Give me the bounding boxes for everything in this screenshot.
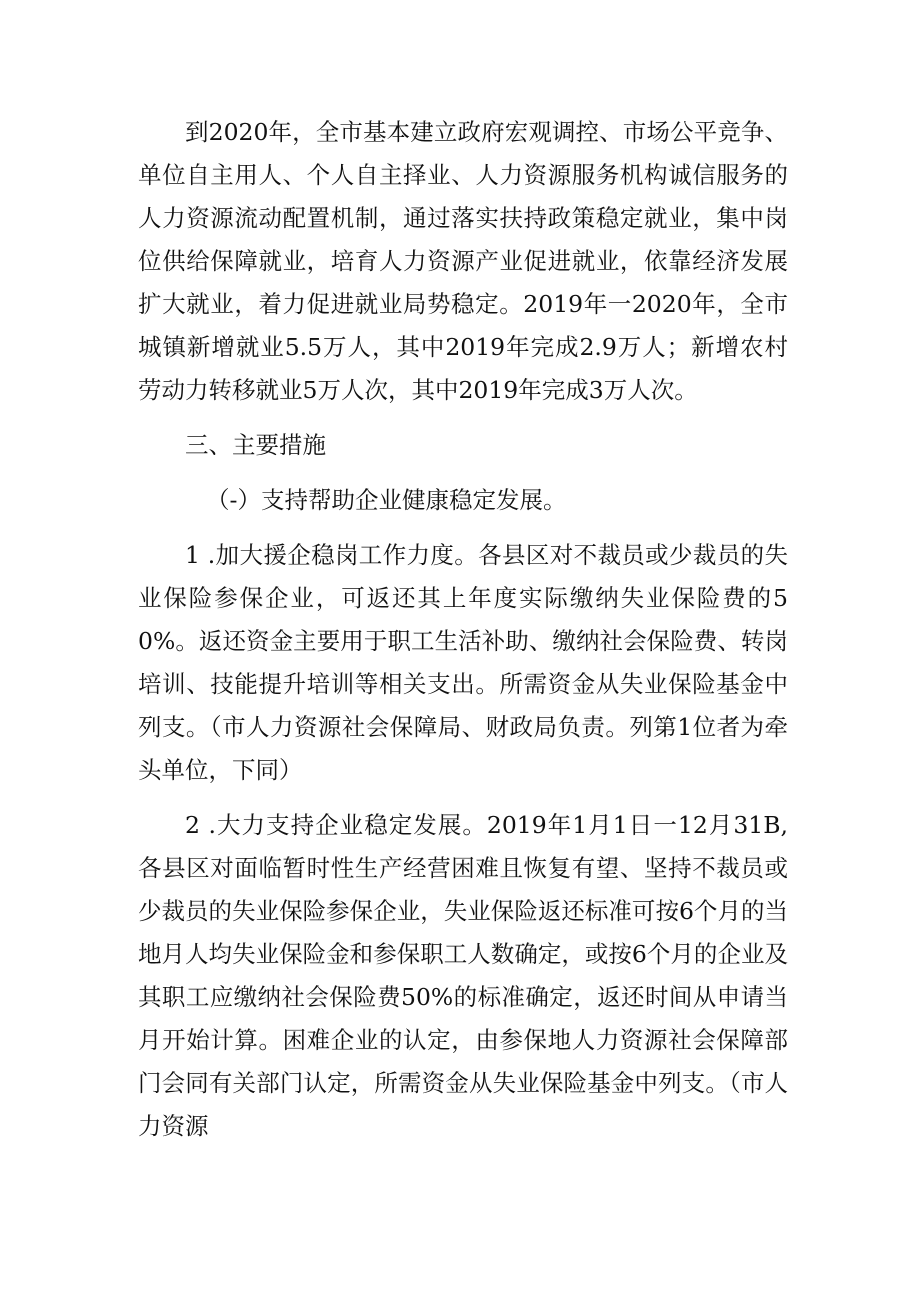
section-heading-main-measures: 三、主要措施	[185, 431, 326, 459]
subsection-heading-support-enterprises: （-）支持帮助企业健康稳定发展。	[206, 486, 567, 514]
document-page	[138, 111, 788, 1160]
paragraph-employment-goal: 到2020年，全市基本建立政府宏观调控、市场公平竞争、单位自主用人、个人自主择业、人力资源服务机构诚信服务的人力资源流动配置机制，通过落实扶持政策稳定就业，集中岗位供给保障就业，培育人力资源产业促进就业，依靠经济发展扩大就业，着力促进就业局势稳定。2019年一2020年，全市城镇新增就业5.5万人，其中2019年完成2.9万人；新增农村劳动力转移就业5万人次，其中2019年完成3万人次。	[138, 118, 788, 404]
paragraph-measure-2: 2 .大力支持企业稳定发展。2019年1月1日一12月31B,各县区对面临暂时性生产经营困难且恢复有望、坚持不裁员或少裁员的失业保险参保企业，失业保险返还标准可按6个月的当地月人均失业保险金和参保职工人数确定，或按6个月的企业及其职工应缴纳社会保险费50%的标准确定，返还时间从申请当月开始计算。困难企业的认定，由参保地人力资源社会保障部门会同有关部门认定，所需资金从失业保险基金中列支。（市人力资源	[138, 811, 788, 1140]
paragraph-measure-1: 1 .加大援企稳岗工作力度。各县区对不裁员或少裁员的失业保险参保企业，可返还其上年度实际缴纳失业保险费的50%。返还资金主要用于职工生活补助、缴纳社会保险费、转岗培训、技能提升培训等相关支出。所需资金从失业保险基金中列支。（市人力资源社会保障局、财政局负责。列第1位者为牵头单位，下同）	[138, 541, 788, 784]
